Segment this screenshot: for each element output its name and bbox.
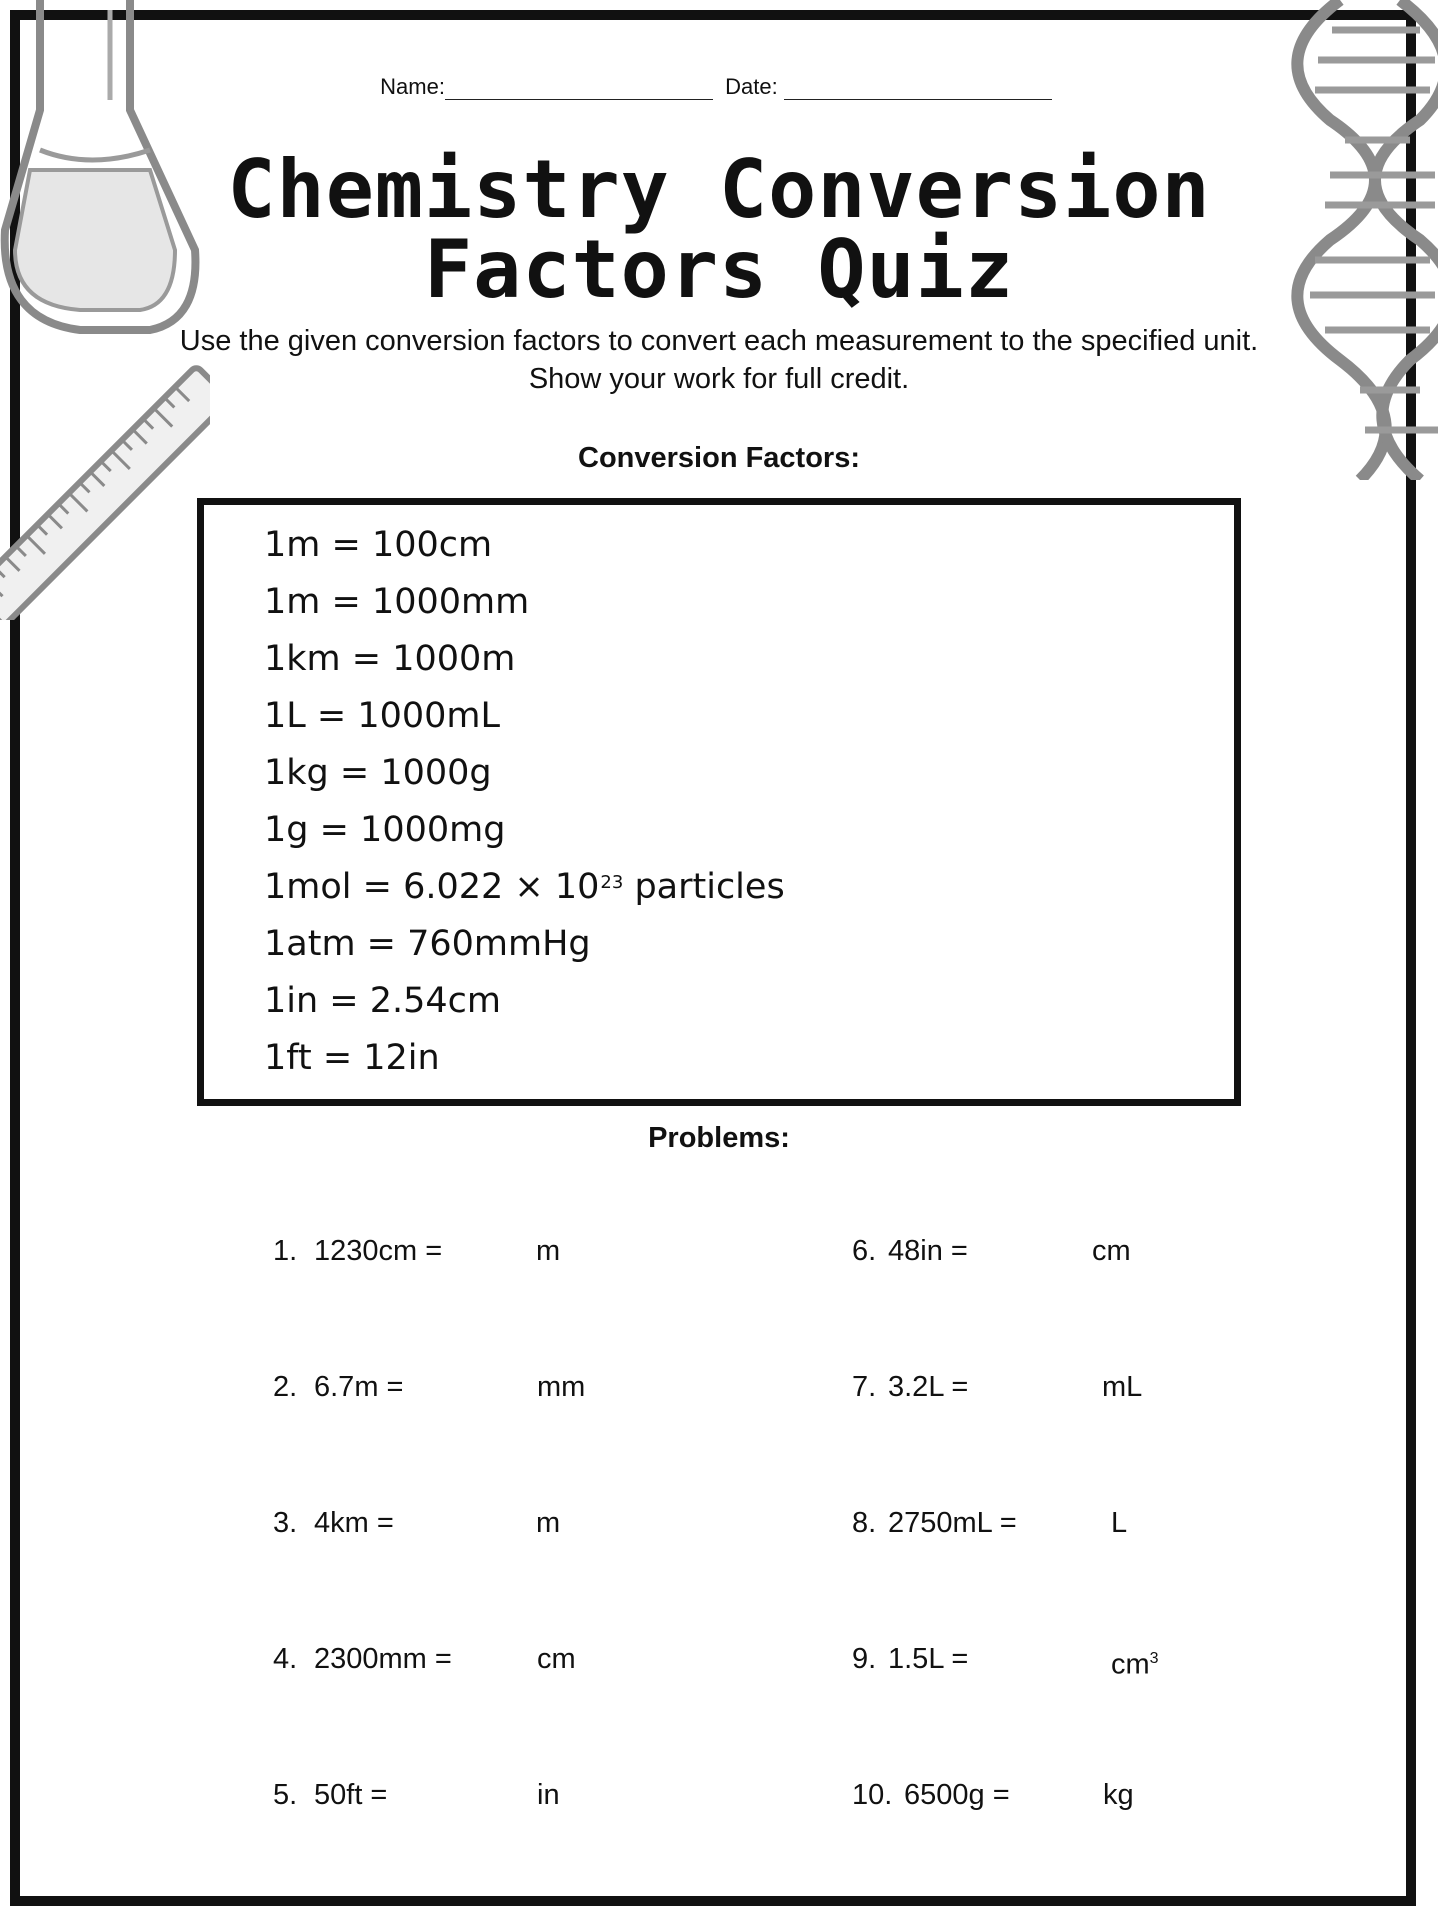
factors-heading: Conversion Factors:: [578, 442, 860, 474]
problem-number: 5.: [273, 1779, 298, 1811]
factor-item-avogadro: [264, 867, 785, 907]
problem-expression: 50ft =: [314, 1779, 388, 1811]
problem-number: 9.: [852, 1643, 877, 1675]
problem-number: 10.: [852, 1779, 893, 1811]
problem-number: 7.: [852, 1371, 877, 1403]
name-label: Name:: [380, 74, 445, 99]
problem-number: 6.: [852, 1235, 877, 1267]
problem-unit: cm: [1092, 1235, 1131, 1267]
problem-expression: 4km =: [314, 1507, 394, 1539]
factor-item: 1in = 2.54cm: [264, 981, 502, 1021]
problem-number: 2.: [273, 1371, 298, 1403]
problem-expression: 1.5L =: [888, 1643, 969, 1675]
problem-unit: L: [1111, 1507, 1128, 1539]
problem-expression: 2750mL =: [888, 1507, 1017, 1539]
problem-unit: kg: [1103, 1779, 1134, 1811]
conversion-factors-box: [197, 498, 1241, 1106]
factor-item: 1g = 1000mg: [264, 810, 506, 850]
avogadro-exponent: 23: [600, 872, 624, 893]
factor-item: 1km = 1000m: [264, 639, 516, 679]
avogadro-suffix: particles: [634, 867, 785, 907]
page-title: [0, 143, 1438, 316]
factor-item: 1atm = 760mmHg: [264, 924, 591, 964]
problem-unit: cm: [1111, 1648, 1150, 1681]
problem-unit: mm: [537, 1371, 586, 1403]
problem-number: 4.: [273, 1643, 298, 1675]
problem-number: 1.: [273, 1235, 298, 1267]
problem-expression: 1230cm =: [314, 1235, 443, 1267]
problem-unit-cubed: [1111, 1642, 1159, 1682]
problem-expression: 6.7m =: [314, 1371, 404, 1403]
problem-expression: 2300mm =: [314, 1643, 452, 1675]
problem-unit: mL: [1102, 1371, 1143, 1403]
instructions-line-1: Use the given conversion factors to convert each measurement to the specified unit.: [179, 325, 1259, 357]
problem-expression: 6500g =: [904, 1779, 1010, 1811]
date-label: Date:: [725, 74, 778, 99]
factor-item: 1m = 100cm: [264, 525, 493, 565]
problem-number: 8.: [852, 1507, 877, 1539]
ruler-icon: [0, 360, 210, 620]
problems-heading: Problems:: [648, 1122, 790, 1154]
factor-item: 1kg = 1000g: [264, 753, 492, 793]
avogadro-base: 1mol = 6.022 × 10: [264, 867, 600, 907]
cubed-exponent: 3: [1149, 1650, 1159, 1667]
problem-unit: cm: [537, 1643, 576, 1675]
title-line-1: Chemistry Conversion: [227, 143, 1211, 236]
problem-expression: 48in =: [888, 1235, 968, 1267]
instructions-line-2: Show your work for full credit.: [528, 363, 910, 395]
name-field[interactable]: [445, 77, 713, 100]
instructions: [0, 322, 1438, 398]
factor-item: 1L = 1000mL: [264, 696, 501, 736]
factor-item: 1m = 1000mm: [264, 582, 530, 622]
problem-unit: m: [536, 1235, 561, 1267]
problem-expression: 3.2L =: [888, 1371, 969, 1403]
factor-item: 1ft = 12in: [264, 1038, 440, 1078]
date-field[interactable]: [784, 77, 1052, 100]
name-date-line: [0, 74, 1438, 100]
problem-unit: in: [537, 1779, 560, 1811]
title-line-2: Factors Quiz: [424, 223, 1014, 316]
problem-unit: m: [536, 1507, 561, 1539]
problem-number: 3.: [273, 1507, 298, 1539]
